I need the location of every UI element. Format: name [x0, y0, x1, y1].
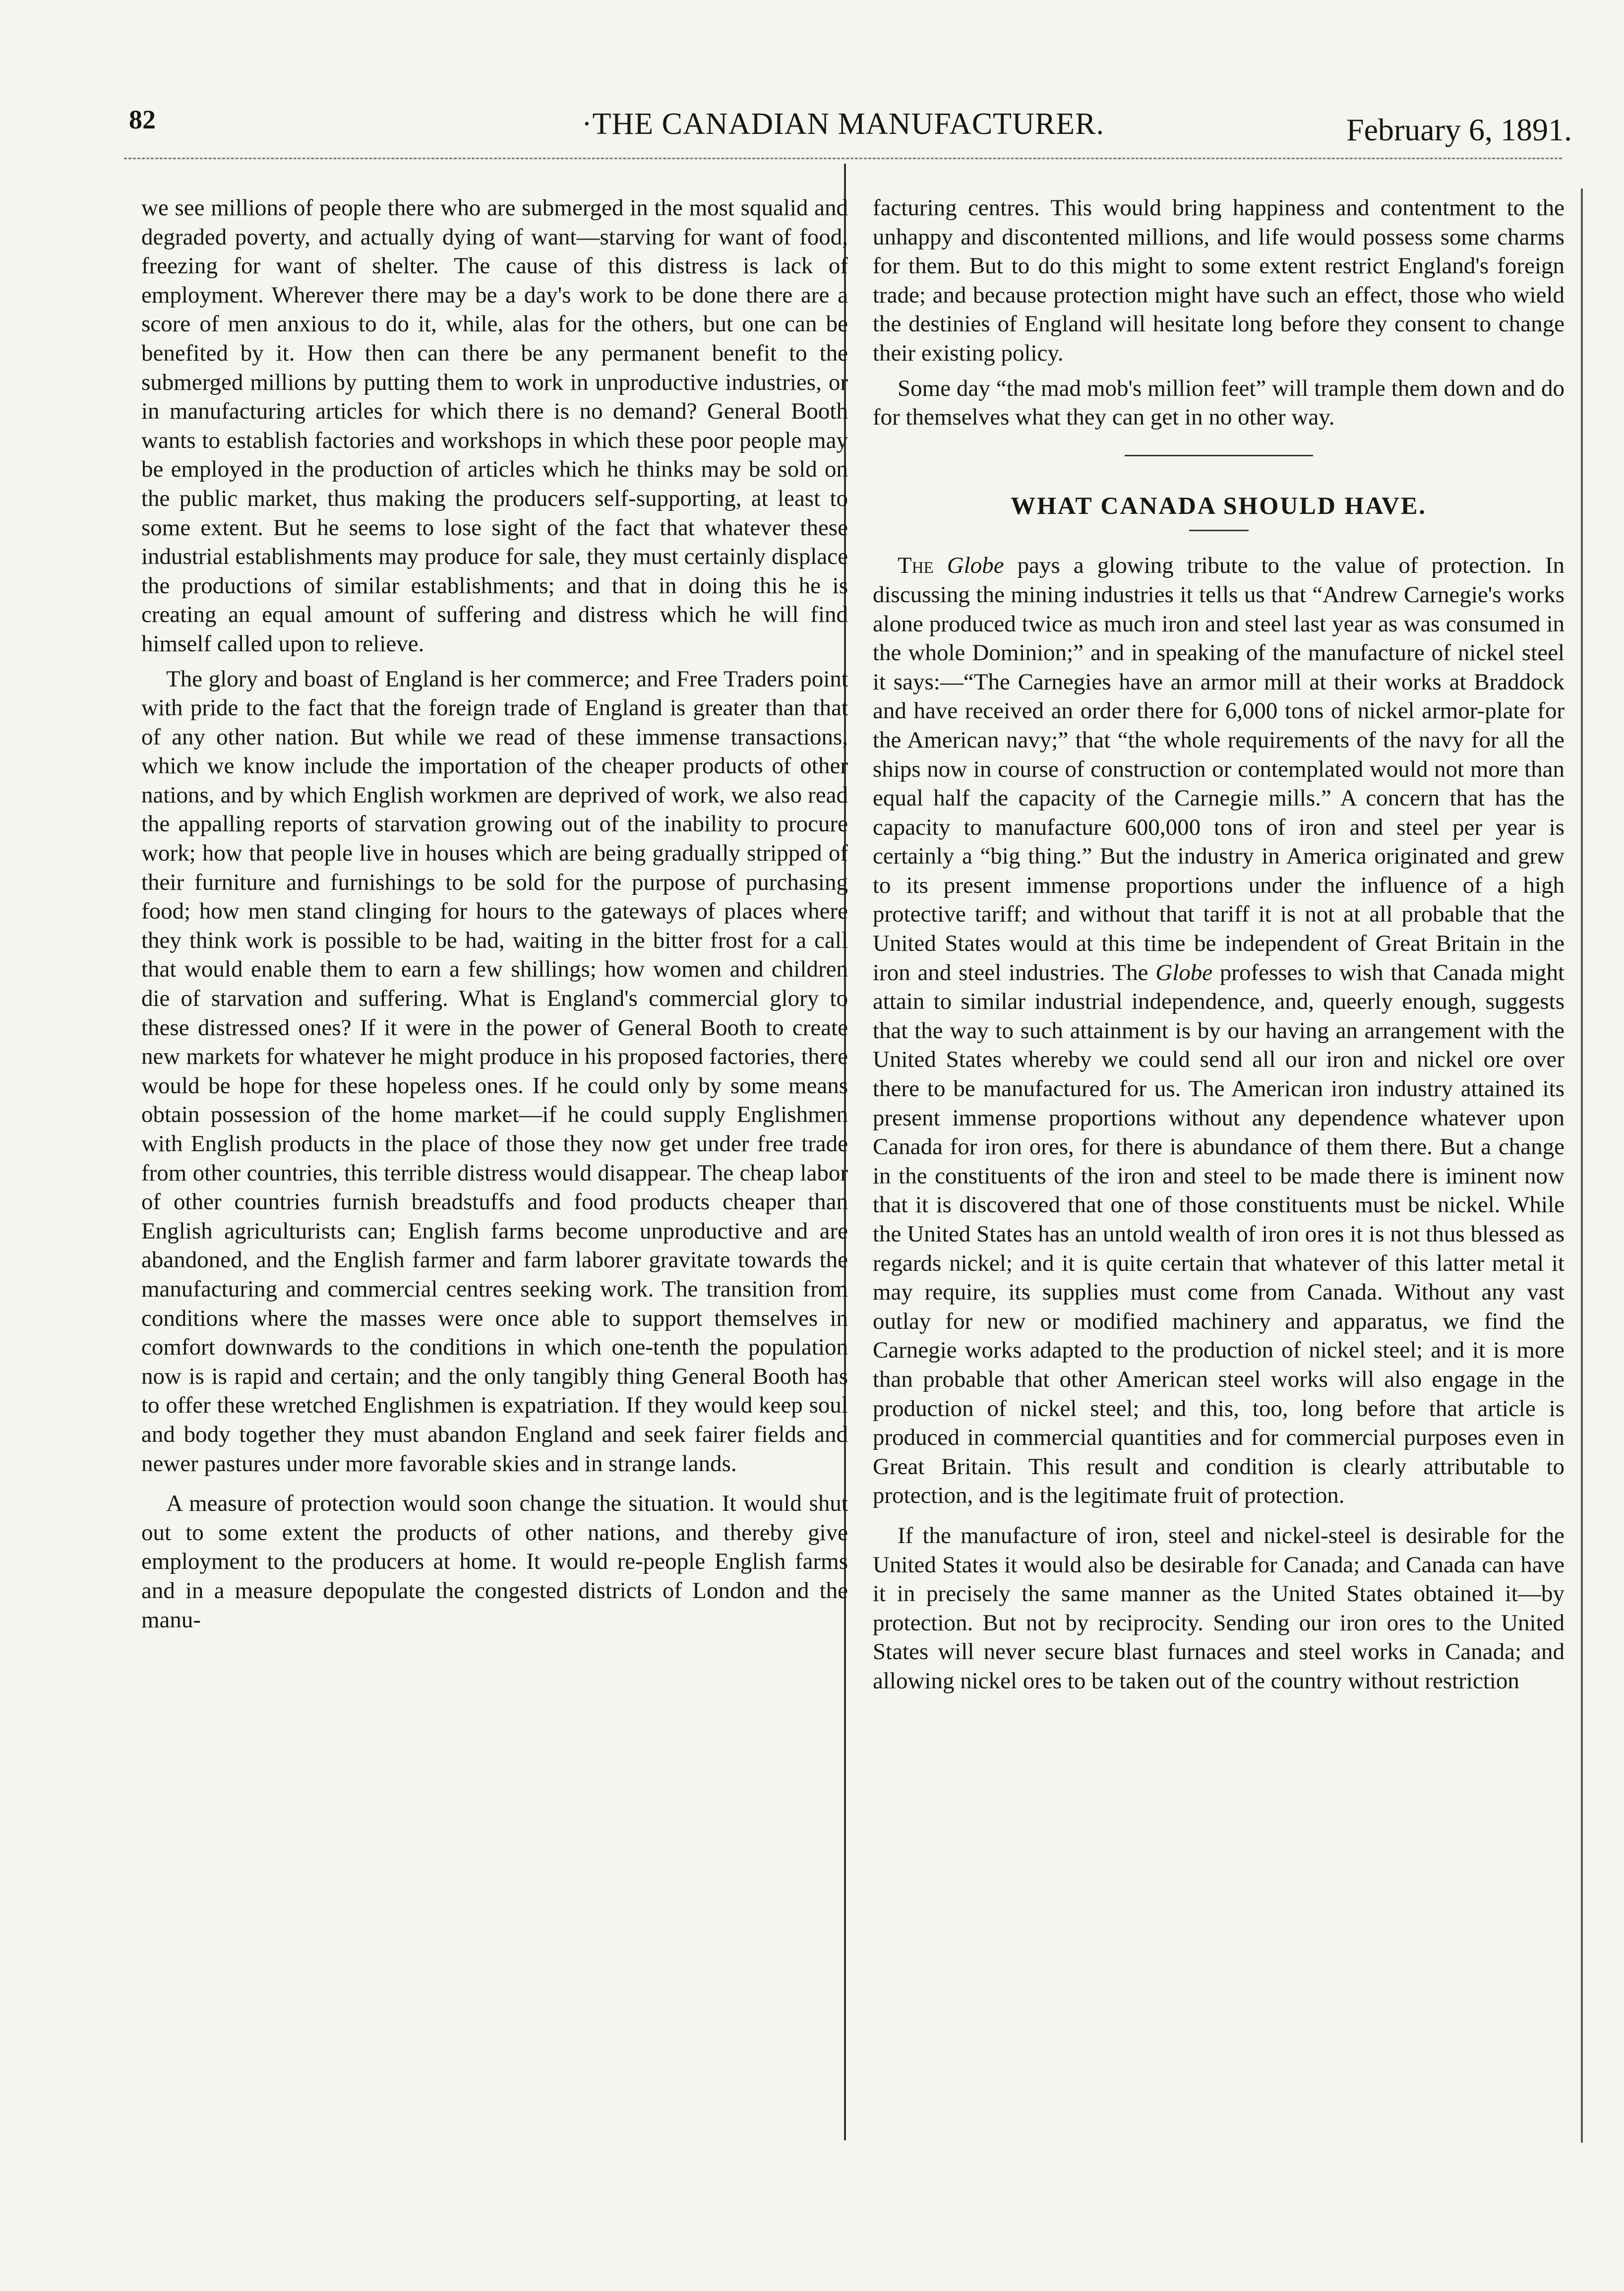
section-title: WHAT CANADA SHOULD HAVE. — [1011, 491, 1427, 519]
paragraph: A measure of protection would soon change the situation. It would shut out to some extent the products of other nations, and thereby give employment to the producers at home. It would re-people English farms and in a measure depopulate the congested districts of London and the manu- — [141, 1490, 848, 1633]
paragraph-text: pays a glowing tribute to the value of protection. In discussing the mining industries it tells us that “Andrew Carnegie's works alone produced twice as much iron and steel last year as was consumed in the whole Dominion;” and in speaking of the manufacture of nickel steel it says:—“The Carnegies have an armor mill at their works at Braddock and have received an order there for 6,000 tons of nickel armor-plate for the American navy;” that “the whole requirements of the navy for all the ships now in course of construction or contemplated would not more than equal half the capacity of the Carnegie mills.” A concern that has the capacity to manufacture 600,000 tons of iron and steel per year is certainly a “big thing.” But the industry in America originated and grew to its present immense proportions under the influence of a high protective tariff; and without that tariff it is not at all probable that the United States would at this time be independent of Great Britain in the iron and steel industries. The — [873, 553, 1564, 986]
title-underline — [1189, 530, 1249, 531]
section-divider — [1125, 455, 1313, 456]
paragraph — [873, 551, 1564, 1510]
paragraph: If the manufacture of iron, steel and nickel-steel is desirable for the United States it would also be desirable for Canada; and Canada can have it in precisely the same manner as the United States obtained it—by protection. But not by reciprocity. Sending our iron ores to the United States will never secure blast furnaces and steel works in Canada; and allowing nickel ores to be taken out of the country without restriction — [873, 1522, 1564, 1694]
issue-date: February 6, 1891. — [1346, 112, 1572, 147]
publication-title: ·THE CANADIAN MANUFACTURER. — [582, 107, 1104, 141]
right-column — [873, 193, 1564, 1696]
publication-name: Globe — [1155, 959, 1213, 986]
left-column — [141, 193, 848, 1634]
paragraph-text: professes to wish that Canada might attain to similar industrial independence, and, queerly enough, suggests that the way to such attainment is by our having an arrangement with the United States whereby we could send all our iron and nickel ore over there to be manufactured for us. The American iron industry attained its present immense proportions without any dependence whatever upon Canada for iron ores, for there is abundance of them there. But a change in the constituents of the iron and steel to be made there is iminent now that it is discovered that one of those constituents must be nickel. While the United States has an untold wealth of iron ores it is not thus blessed as regards nickel; and it is quite certain that whatever of this latter metal it may require, its supplies must come from Canada. Without any vast outlay for new or modified machinery and apparatus, we find the Carnegie works adapted to the production of nickel steel; and it is more than probable that other American steel works will also engage in the production of nickel steel; and this, too, long before that article is produced in commercial quantities and for commercial purposes even in Great Britain. This result and condition is clearly attributable to protection, and is the legitimate fruit of protection. — [873, 959, 1565, 1509]
lead-word: The — [898, 553, 934, 579]
paragraph: The glory and boast of England is her commerce; and Free Traders point with pride to the fact that the foreign trade of England is greater than that of any other nation. But while we read of these immense transactions, which we know include the importation of the cheaper products of other nations, and by which English workmen are deprived of work, we also read the appalling reports of starvation growing out of the inability to procure work; how that people live in houses which are being gradually stripped of their furniture and furnishings to be sold for the purpose of purchasing food; how men stand clinging for hours to the gateways of places where they think work is possible to be had, waiting in the bitter frost for a call that would enable them to earn a few shillings; how women and children die of starvation and suffering. What is England's commercial glory to these distressed ones? If it were in the power of General Booth to create new markets for whatever he might produce in his proposed factories, there would be hope for these hopeless ones. If he could only by some means obtain possession of the home market—if he could supply Englishmen with English products in the place of those they now get under free trade from other countries, this terrible distress would disappear. The cheap labor of other countries furnish breadstuffs and food products cheaper than English agriculturists can; English farms become unproductive and are abandoned, and the English farmer and farm laborer gravitate towards the manufacturing and commercial centres seeking work. The transition from conditions where the masses were once able to support themselves in comfort downwards to the conditions in which one-tenth the population now is is rapid and certain; and the only tangibly thing General Booth has to offer these wretched Englishmen is expatriation. If they would keep soul and body together they must abandon England and seek fairer fields and newer pastures under more favorable skies and in strange lands. — [141, 666, 848, 1477]
publication-name: Globe — [947, 553, 1004, 579]
page-header — [114, 99, 1572, 154]
paragraph: Some day “the mad mob's million feet” will trample them down and do for themselves what they can get in no other way. — [873, 375, 1564, 431]
paragraph: we see millions of people there who are submerged in the most squalid and degraded poverty, and actually dying of want—starving for want of food, freezing for want of shelter. The cause of this distress is lack of employment. Wherever there may be a day's work to be done there are a score of men anxious to do it, while, alas for the others, but one can be benefited by it. How then can there be any permanent benefit to the submerged millions by putting them to work in unproductive industries, or in manufacturing articles for which there is no demand? General Booth wants to establish factories and workshops in which these poor people may be employed in the production of articles which he thinks may be sold on the public market, thus making the producers self-supporting, at least to some extent. But he seems to lose sight of the fact that whatever these industrial establishments may produce for sale, they must certainly displace the productions of similar establishments; and that in doing this he is creating an equal amount of suffering and distress which he will find himself called upon to relieve. — [141, 195, 848, 657]
page-number: 82 — [129, 105, 156, 134]
paragraph: facturing centres. This would bring happiness and contentment to the unhappy and discontented millions, and life would possess some charms for them. But to do this might to some extent restrict England's foreign trade; and because protection might have such an effect, those who wield the destinies of England will hesitate long before they consent to change their existing policy. — [873, 195, 1564, 366]
page-edge-rule — [1581, 188, 1583, 2143]
header-rule — [124, 158, 1562, 159]
